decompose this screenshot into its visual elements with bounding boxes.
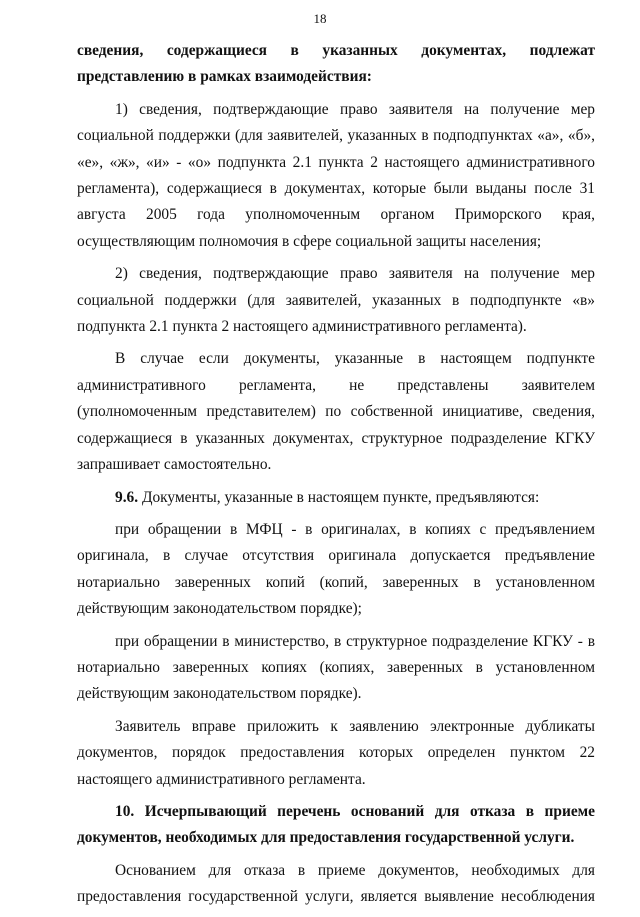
- paragraph-mfc: при обращении в МФЦ - в оригиналах, в копиях с предъявлением оригинала, в случае отсутствия оригинала допускается предъявление нотариально заверенных копий (копий, заверенных в установленном действующим законодательством порядке);: [77, 520, 595, 618]
- paragraph-own-initiative: [77, 346, 595, 478]
- paragraph-ministry: при обращении в министерство, в структурное подразделение КГКУ - в нотариально заверенных копиях (копиях, заверенных в установленном действующим законодательством порядке).: [77, 632, 595, 703]
- paragraph-own-initiative-text: В случае если документы, указанные в настоящем подпункте административного регламента, не представлены заявителем (уполномоченным представителем) по собственной инициативе, сведения, содержащиеся в указанных документах, структурное подразделение КГКУ запрашивает самостоятельно.: [77, 350, 595, 474]
- section-number-9-6: 9.6.: [115, 488, 139, 506]
- paragraph-refusal-grounds: Основанием для отказа в приеме документов, необходимых для предоставления государственной услуги, является выявление несоблюдения: [77, 861, 595, 906]
- paragraph-9-6: [77, 485, 595, 511]
- paragraph-item-1: 1) сведения, подтверждающие право заявителя на получение мер социальной поддержки (для заявителей, указанных в подподпунктах «а», «б», «е», «ж», «и» - «о» подпункта 2.1 пункта 2 настоящего административного регламента), содержащиеся в документах, которые были выданы после 31 августа 2005 года уполномоченным органом Приморского края, осуществляющим полномочия в сфере социальной защиты населения;: [77, 100, 595, 250]
- paragraph-interaction-intro: сведения, содержащиеся в указанных документах, подлежат представлению в рамках взаимодействия:: [77, 42, 595, 86]
- page-number: 18: [313, 11, 327, 26]
- section-heading-10: 10. Исчерпывающий перечень оснований для отказа в приеме документов, необходимых для предоставления государственной услуги.: [77, 802, 595, 847]
- paragraph-electronic-duplicates: Заявитель вправе приложить к заявлению электронные дубликаты документов, порядок предоставления которых определен пунктом 22 настоящего административного регламента.: [77, 717, 595, 788]
- paragraph-item-2: 2) сведения, подтверждающие право заявителя на получение мер социальной поддержки (для заявителей, указанных в подподпункте «в» подпункта 2.1 пункта 2 настоящего административного регламента).: [77, 265, 595, 336]
- paragraph-9-6-text: Документы, указанные в настоящем пункте, предъявляются:: [138, 488, 540, 506]
- page-body: [77, 38, 595, 917]
